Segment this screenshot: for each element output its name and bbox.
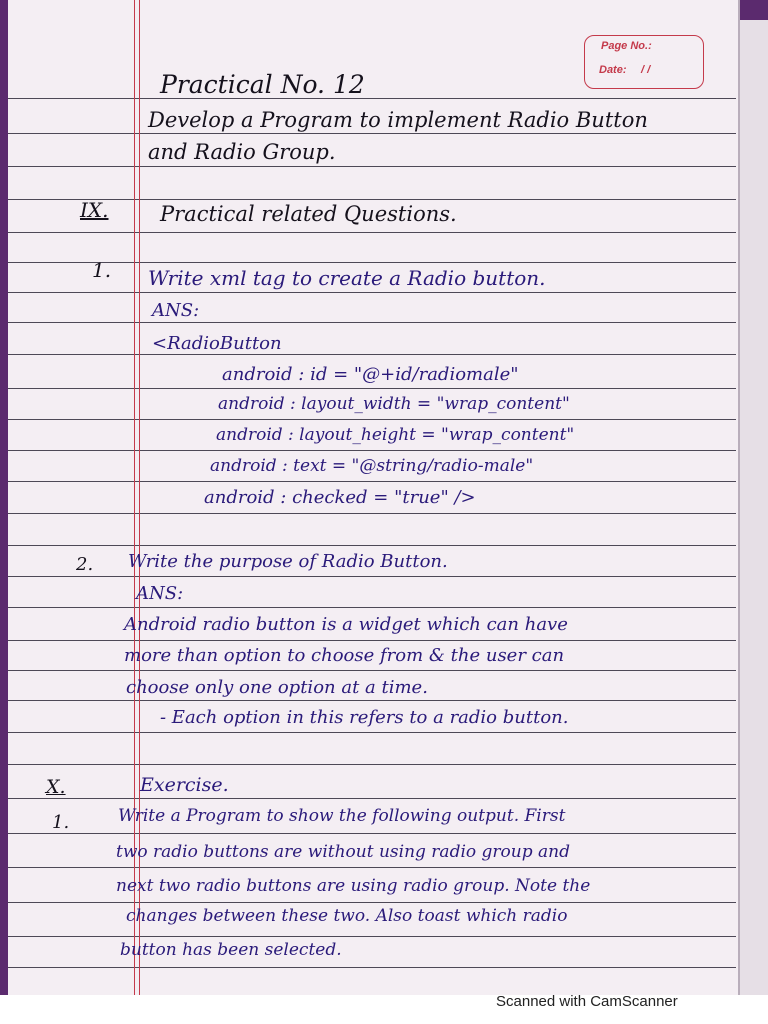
page-title: Practical No. 12 [160,70,365,99]
ruled-line [8,576,736,577]
intro-line-2: and Radio Group. [148,140,336,164]
page-number-date-stamp [584,35,704,89]
section-ix-title: Practical related Questions. [160,202,457,226]
ex1-line-4: changes between these two. Also toast which radio [126,906,568,926]
ruled-line [8,967,736,968]
q2-answer-line-3: choose only one option at a time. [126,677,428,698]
q1-code-line-5: android : text = "@string/radio-male" [210,456,534,476]
q1-code-line-6: android : checked = "true" /> [204,487,476,508]
ruled-line [8,450,736,451]
ruled-line [8,98,736,99]
ruled-line [8,902,736,903]
ruled-line [8,419,736,420]
page-no-label: Page No.: [601,40,652,52]
ex1-line-2: two radio buttons are without using radio group and [116,842,570,862]
q1-question: Write xml tag to create a Radio button. [148,266,546,290]
ruled-line [8,936,736,937]
ruled-line [8,262,736,263]
q1-ans-label: ANS: [152,300,200,321]
q2-question: Write the purpose of Radio Button. [128,551,448,572]
ruled-line [8,232,736,233]
ruled-line [8,322,736,323]
q1-code-line-2: android : id = "@+id/radiomale" [222,364,519,385]
scanner-watermark: Scanned with CamScanner [496,993,678,1010]
q1-code-line-3: android : layout_width = "wrap_content" [218,394,570,414]
date-label: Date: [599,64,627,76]
ruled-line [8,764,736,765]
ex1-line-3: next two radio buttons are using radio group. Note the [116,876,591,896]
ruled-line [8,545,736,546]
ruled-line [8,513,736,514]
ex1-number: 1. [52,812,70,833]
ruled-line [8,732,736,733]
q2-ans-label: ANS: [136,583,184,604]
q1-code-line-4: android : layout_height = "wrap_content" [216,425,575,445]
q1-number: 1. [92,258,112,282]
ruled-line [8,199,736,200]
ruled-line [8,388,736,389]
ruled-line [8,607,736,608]
q2-answer-line-2: more than option to choose from & the user can [124,645,565,666]
q1-code-line-1: <RadioButton [152,333,282,354]
section-ix-number: IX. [80,198,109,222]
ruled-line [8,481,736,482]
ex1-line-5: button has been selected. [120,940,342,960]
ruled-line [8,166,736,167]
ruled-line [8,670,736,671]
ruled-line [8,833,736,834]
ruled-line [8,354,736,355]
ruled-line [8,798,736,799]
q2-number: 2. [76,554,94,575]
date-value: / / [641,64,651,76]
section-x-title: Exercise. [140,774,229,796]
ruled-line [8,700,736,701]
q2-answer-line-4: - Each option in this refers to a radio button. [160,707,569,728]
ruled-line [8,292,736,293]
section-x-number: X. [46,776,66,798]
ex1-line-1: Write a Program to show the following output. First [118,806,566,826]
intro-line-1: Develop a Program to implement Radio Button [148,108,648,132]
ruled-line [8,133,736,134]
ruled-line [8,640,736,641]
ruled-line [8,867,736,868]
q2-answer-line-1: Android radio button is a widget which can have [124,614,568,635]
